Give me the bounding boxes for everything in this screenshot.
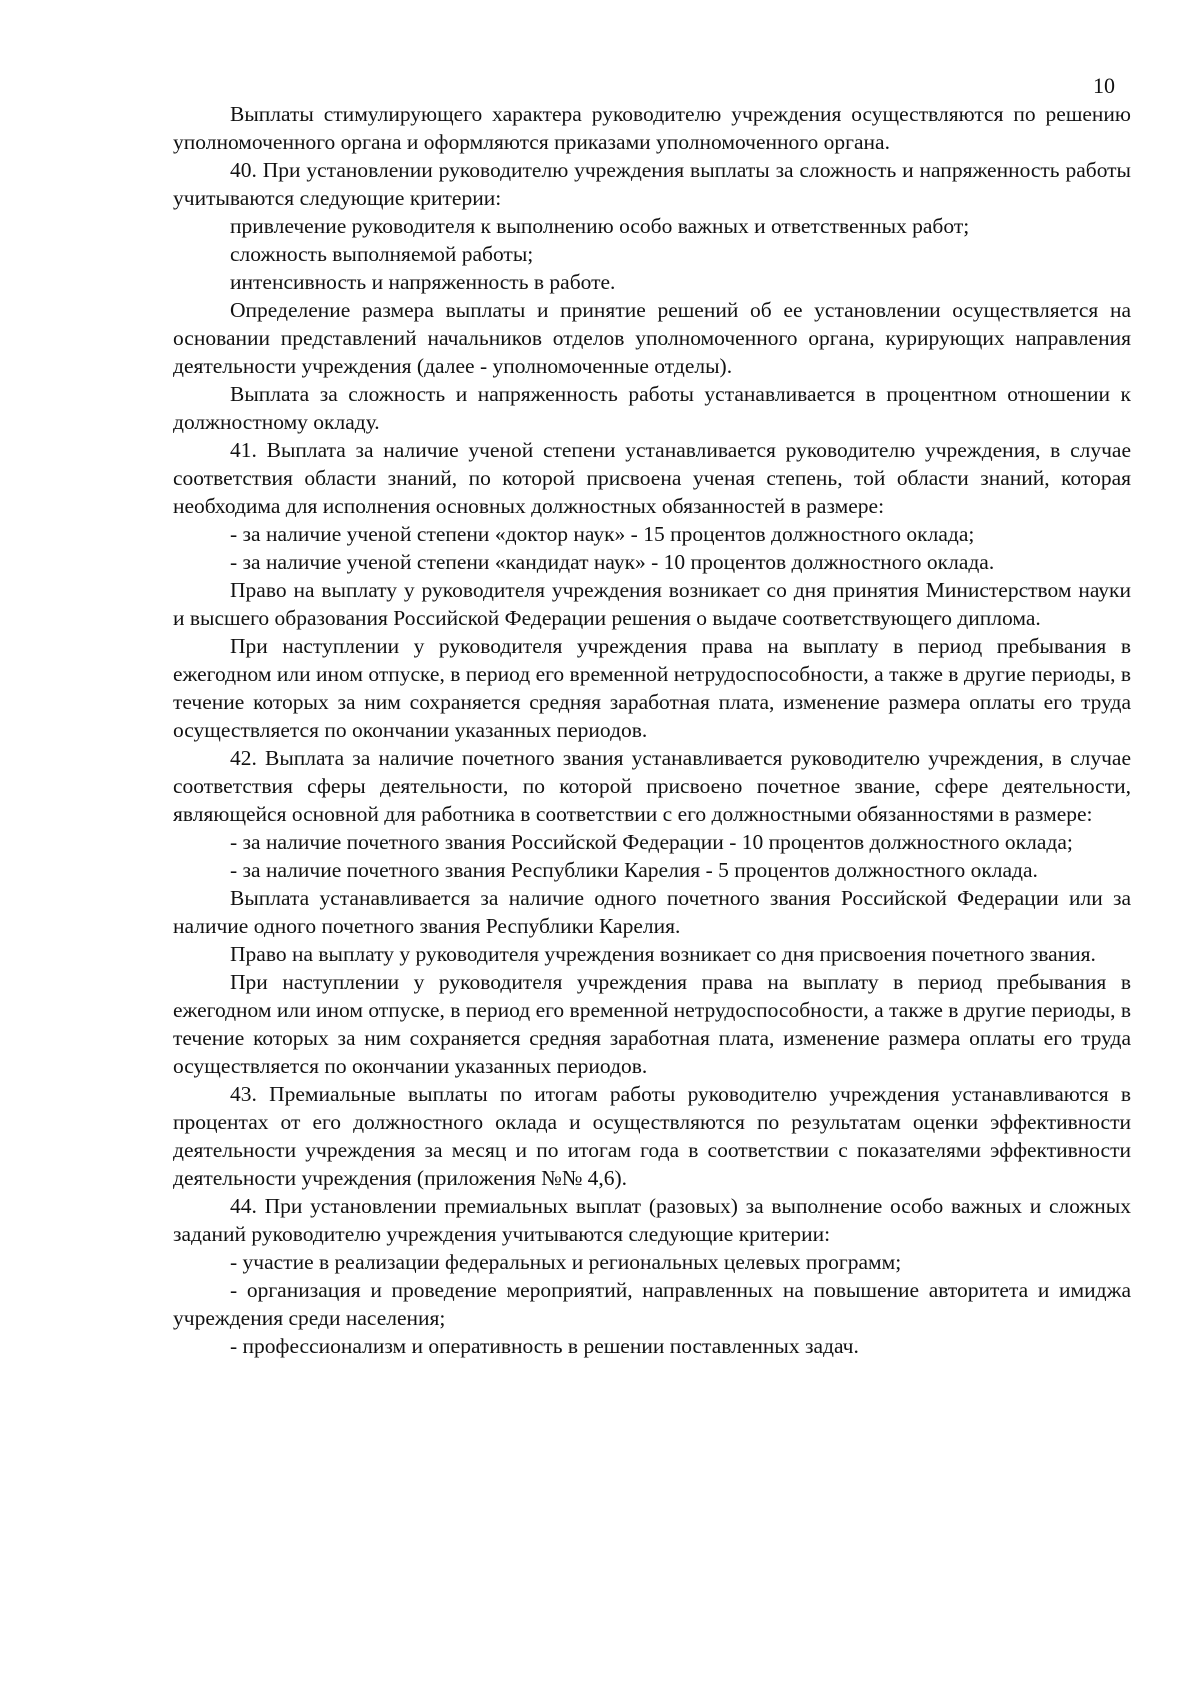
paragraph: 42. Выплата за наличие почетного звания устанавливается руководителю учреждения, в случае соответствия сферы деятельности, по которой присвоено почетное звание, сфере деятельности, являющейся основной для работника в соответствии с его должностными обязанностями в размере: — [173, 746, 1131, 826]
paragraph: 43. Премиальные выплаты по итогам работы руководителю учреждения устанавливаются в процентах от его должностного оклада и осуществляются по результатам оценки эффективности деятельности учреждения за месяц и по итогам года в соответствии с показателями эффективности деятельности учреждения (приложения №№ 4,6). — [173, 1082, 1131, 1190]
list-item: привлечение руководителя к выполнению особо важных и ответственных работ; — [230, 214, 970, 238]
paragraph: При наступлении у руководителя учреждения права на выплату в период пребывания в ежегодном или ином отпуске, в период его временной нетрудоспособности, а также в другие периоды, в течение которых за ним сохраняется средняя заработная плата, изменение размера оплаты его труда осуществляется по окончании указанных периодов. — [173, 634, 1131, 742]
paragraph: 44. При установлении премиальных выплат (разовых) за выполнение особо важных и сложных заданий руководителю учреждения учитываются следующие критерии: — [173, 1194, 1131, 1246]
paragraph: Выплата устанавливается за наличие одного почетного звания Российской Федерации или за наличие одного почетного звания Республики Карелия. — [173, 886, 1131, 938]
paragraph: Право на выплату у руководителя учреждения возникает со дня присвоения почетного звания. — [230, 942, 1096, 966]
list-item: - за наличие почетного звания Российской Федерации - 10 процентов должностного оклада; — [230, 830, 1073, 854]
paragraph: 41. Выплата за наличие ученой степени устанавливается руководителю учреждения, в случае соответствия области знаний, по которой присвоена ученая степень, той области знаний, которая необходима для исполнения основных должностных обязанностей в размере: — [173, 438, 1131, 518]
paragraph: Право на выплату у руководителя учреждения возникает со дня принятия Министерством науки и высшего образования Российской Федерации решения о выдаче соответствующего диплома. — [173, 578, 1131, 630]
list-item: сложность выполняемой работы; — [230, 242, 534, 266]
list-item: интенсивность и напряженность в работе. — [230, 270, 616, 294]
paragraph: Определение размера выплаты и принятие решений об ее установлении осуществляется на основании представлений начальников отделов уполномоченного органа, курирующих направления деятельности учреждения (далее - уполномоченные отделы). — [173, 298, 1131, 378]
paragraph: При наступлении у руководителя учреждения права на выплату в период пребывания в ежегодном или ином отпуске, в период его временной нетрудоспособности, а также в другие периоды, в течение которых за ним сохраняется средняя заработная плата, изменение размера оплаты его труда осуществляется по окончании указанных периодов. — [173, 970, 1131, 1078]
list-item: - участие в реализации федеральных и региональных целевых программ; — [230, 1250, 902, 1274]
list-item: - за наличие ученой степени «кандидат наук» - 10 процентов должностного оклада. — [230, 550, 995, 574]
paragraph: Выплата за сложность и напряженность работы устанавливается в процентном отношении к должностному окладу. — [173, 382, 1131, 434]
paragraph: Выплаты стимулирующего характера руководителю учреждения осуществляются по решению уполномоченного органа и оформляются приказами уполномоченного органа. — [173, 102, 1131, 154]
document-body — [173, 100, 1131, 1360]
list-item: - организация и проведение мероприятий, направленных на повышение авторитета и имиджа учреждения среди населения; — [173, 1278, 1131, 1330]
paragraph: 40. При установлении руководителю учреждения выплаты за сложность и напряженность работы учитываются следующие критерии: — [173, 158, 1131, 210]
list-item: - профессионализм и оперативность в решении поставленных задач. — [230, 1334, 859, 1358]
list-item: - за наличие ученой степени «доктор наук» - 15 процентов должностного оклада; — [230, 522, 975, 546]
list-item: - за наличие почетного звания Республики Карелия - 5 процентов должностного оклада. — [230, 858, 1038, 882]
page-number: 10 — [1093, 73, 1115, 98]
